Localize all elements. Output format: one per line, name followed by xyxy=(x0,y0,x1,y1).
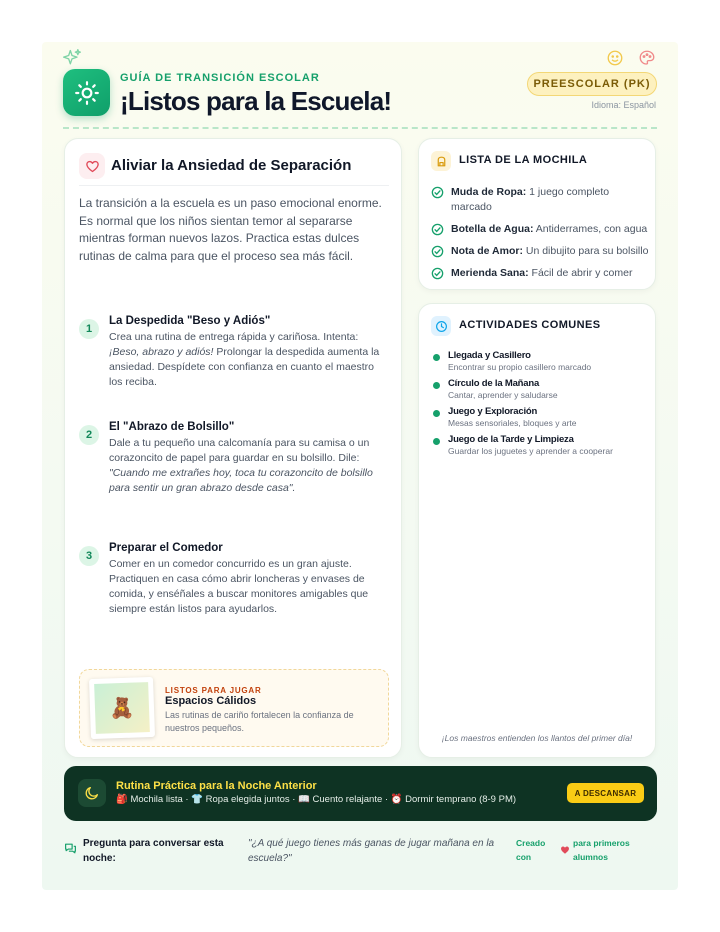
timeline-dot xyxy=(433,438,440,445)
night-routine-banner xyxy=(64,766,657,821)
timeline-dot xyxy=(433,410,440,417)
backpack-title: LISTA DE LA MOCHILA xyxy=(459,154,588,166)
chat-icon xyxy=(64,842,77,855)
banner-title: Rutina Práctica para la Noche Anterior xyxy=(116,780,317,792)
activity-name: Círculo de la Mañana xyxy=(448,378,540,389)
question-label: Pregunta para conversar esta noche: xyxy=(83,838,224,864)
backpack-card: LISTA DE LA MOCHILA Muda de Ropa: 1 juego completo marcado Botella de Agua: Antiderrames, con agua Nota de Amor: Un dibujito para su bolsillo Merienda Sana: Fácil de abrir y comer xyxy=(418,138,656,290)
step-number: 3 xyxy=(79,546,99,566)
step-body: Dale a tu pequeño una calcomanía para su camisa o un corazoncito de papel para guardar en su bolsillo. Dile: "Cuando me extrañes hoy, toca tu corazoncito de bolsillo para sentir un gran abrazo desde casa". xyxy=(109,437,373,494)
check-circle-icon xyxy=(431,186,444,199)
step-item xyxy=(79,421,389,501)
made-with-text: Creado con xyxy=(516,838,546,862)
step-title: El "Abrazo de Bolsillo" xyxy=(109,421,235,433)
activity-desc: Encontrar su propio casillero marcado xyxy=(448,362,592,372)
made-for-text: para primeros alumnos xyxy=(573,838,630,862)
step-body: Crea una rutina de entrega rápida y cariñosa. Intenta: ¡Beso, abrazo y adiós! Prolongar la despedida aumenta la ansiedad. Despídete con confianza en cuanto el maestro los reciba. xyxy=(109,331,380,388)
teddy-photo xyxy=(89,677,155,739)
step-title: Preparar el Comedor xyxy=(109,542,223,554)
step-number: 1 xyxy=(79,319,99,339)
timeline-dot xyxy=(433,382,440,389)
timeline-dot xyxy=(433,354,440,361)
step-title: La Despedida "Beso y Adiós" xyxy=(109,315,271,327)
clock-icon xyxy=(431,316,451,336)
question-text: "¿A qué juego tienes más ganas de jugar mañana en la escuela?" xyxy=(248,838,495,864)
activity-name: Juego de la Tarde y Limpieza xyxy=(448,434,574,445)
separation-anxiety-card xyxy=(64,138,402,758)
step-item xyxy=(79,542,389,622)
activity-desc: Cantar, aprender y saludarse xyxy=(448,390,558,400)
activity-desc: Guardar los juguetes y aprender a cooperar xyxy=(448,446,613,456)
logo-sun-icon xyxy=(63,69,110,116)
footer xyxy=(64,836,657,868)
step-number: 2 xyxy=(79,425,99,445)
heart-icon xyxy=(560,845,570,855)
check-circle-icon xyxy=(431,267,444,280)
check-circle-icon xyxy=(431,245,444,258)
activities-card xyxy=(418,303,656,758)
step-body: Comer en un comedor concurrido es un gran ajuste. Practiquen en casa cómo abrir loncheras y envases de comida, y enséñales a buscar monitores amigables que siempre están listos para ayudarlos. xyxy=(109,558,369,615)
moon-icon xyxy=(78,779,106,807)
header-eyebrow: GUÍA DE TRANSICIÓN ESCOLAR xyxy=(120,72,320,84)
card-divider xyxy=(79,185,389,186)
activities-title: ACTIVIDADES COMUNES xyxy=(459,319,601,331)
banner-items: 🎒 Mochila lista · 👕 Ropa elegida juntos · 📖 Cuento relajante · ⏰ Dormir temprano (8-9 PM) xyxy=(116,794,517,805)
smile-icon xyxy=(606,49,624,67)
palette-icon xyxy=(638,49,656,67)
backpack-icon xyxy=(431,151,451,171)
activity-name: Juego y Exploración xyxy=(448,406,538,417)
check-circle-icon xyxy=(431,223,444,236)
activities-footnote: ¡Los maestros entienden los llantos del primer día! xyxy=(441,733,633,743)
promo-box xyxy=(79,669,389,747)
rest-button[interactable]: A DESCANSAR xyxy=(567,783,644,803)
heart-icon xyxy=(79,153,105,179)
promo-title: Espacios Cálidos xyxy=(165,695,257,707)
teddy-bear-icon: 🧸 xyxy=(94,682,150,734)
guide-page xyxy=(42,42,678,890)
language-label: Idioma: Español xyxy=(591,100,656,110)
sparkle-icon xyxy=(62,48,82,68)
activity-desc: Mesas sensoriales, bloques y arte xyxy=(448,418,577,428)
page-title: ¡Listos para la Escuela! xyxy=(120,86,392,116)
promo-text: Las rutinas de cariño fortalecen la confianza de nuestros pequeños. xyxy=(165,710,354,733)
grade-badge: PREESCOLAR (PK) xyxy=(527,72,657,96)
activity-name: Llegada y Casillero xyxy=(448,350,531,361)
step-item xyxy=(79,315,389,388)
header-divider xyxy=(63,127,657,129)
card-title: Aliviar la Ansiedad de Separación xyxy=(111,157,352,174)
intro-text: La transición a la escuela es un paso emocional enorme. Es normal que los niños sientan temor al separarse mientras forman nuevos lazos. Practica estas dulces rutinas de calma para que el proceso sea más fácil. xyxy=(79,196,382,263)
promo-eyebrow: LISTOS PARA JUGAR xyxy=(165,686,262,695)
